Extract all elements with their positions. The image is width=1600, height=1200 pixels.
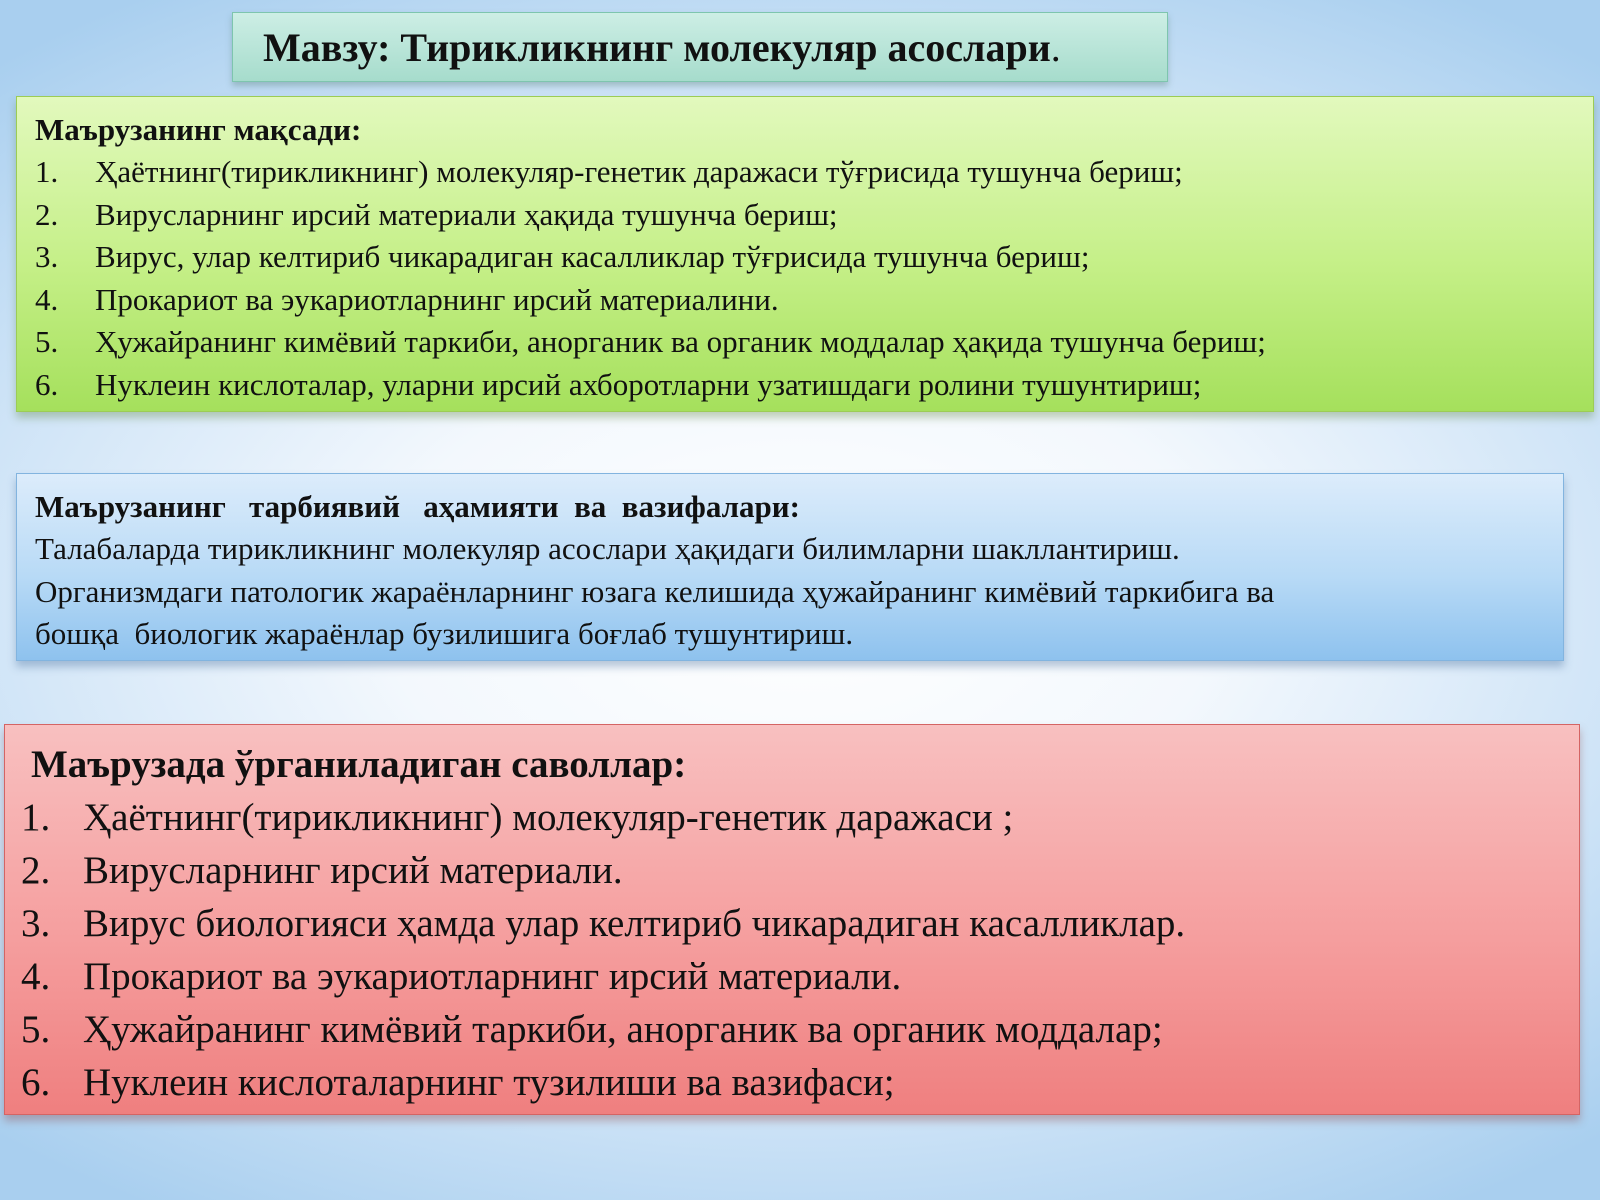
questions-item-text: Ҳужайранинг кимёвий таркиби, анорганик ва органик моддалар; — [83, 1008, 1163, 1051]
slide-title — [263, 24, 1061, 71]
questions-item-text: Вирус биологияси ҳамда улар келтириб чикарадиган касалликлар. — [83, 902, 1186, 945]
goals-item-number: 3. — [35, 239, 59, 274]
goals-list-item — [35, 364, 1575, 407]
education-line: Талабаларда тирикликнинг молекуляр асослари ҳақидаги билимларни шакллантириш. — [35, 531, 1180, 566]
goals-list — [35, 151, 1575, 406]
questions-list-item — [21, 950, 1561, 1003]
questions-list-item — [21, 1003, 1561, 1056]
questions-item-number: 5. — [21, 1008, 51, 1051]
goals-item-text: Ҳужайранинг кимёвий таркиби, анорганик ва органик моддалар ҳақида тушунча бериш; — [95, 324, 1266, 359]
goals-item-text: Вирус, улар келтириб чикарадиган касалликлар тўғрисида тушунча бериш; — [95, 239, 1090, 274]
goals-item-number: 5. — [35, 324, 59, 359]
questions-list-item — [21, 1056, 1561, 1109]
slide-title-text: Мавзу: Тирикликнинг молекуляр асослари — [263, 24, 1051, 70]
questions-item-text: Вирусларнинг ирсий материали. — [83, 849, 623, 892]
goals-item-number: 4. — [35, 281, 59, 317]
questions-item-number: 6. — [21, 1061, 51, 1104]
goals-list-item — [35, 279, 1575, 322]
questions-item-text: Нуклеин кислоталарнинг тузилиши ва вазифаси; — [83, 1061, 895, 1104]
questions-list — [21, 791, 1561, 1109]
title-box — [232, 12, 1168, 82]
questions-item-number: 1. — [21, 796, 51, 839]
goals-item-text: Прокариот ва эукариотларнинг ирсий материалини. — [95, 281, 779, 317]
questions-item-number: 3. — [21, 902, 51, 945]
questions-list-item — [21, 844, 1561, 897]
education-line: бошқа биологик жараёнлар бузилишига боғлаб тушунтириш. — [35, 616, 854, 651]
questions-item-text: Ҳаётнинг(тирикликнинг) молекуляр-генетик даражаси ; — [83, 796, 1014, 839]
education-box — [16, 473, 1564, 661]
questions-item-number: 4. — [21, 955, 51, 998]
goals-list-item — [35, 151, 1575, 194]
questions-item-text: Прокариот ва эукариотларнинг ирсий материали. — [83, 955, 902, 998]
questions-list-item — [21, 791, 1561, 844]
goals-item-text: Ҳаётнинг(тирикликнинг) молекуляр-генетик даражаси тўғрисида тушунча бериш; — [95, 154, 1183, 189]
education-line: Организмдаги патологик жараёнларнинг юзага келишида ҳужайранинг кимёвий таркибига ва — [35, 573, 1275, 609]
goals-item-text: Нуклеин кислоталар, уларни ирсий ахборотларни узатишдаги ролини тушунтириш; — [95, 366, 1202, 402]
goals-box — [16, 96, 1594, 412]
goals-item-number: 1. — [35, 154, 59, 189]
questions-box — [4, 724, 1580, 1115]
questions-heading: Маърузада ўрганиладиган саволлар: — [31, 743, 687, 786]
goals-list-item — [35, 194, 1575, 237]
slide-title-dot: . — [1050, 24, 1061, 70]
questions-item-number: 2. — [21, 849, 51, 892]
goals-item-number: 2. — [35, 196, 59, 232]
goals-item-number: 6. — [35, 366, 59, 402]
goals-list-item — [35, 236, 1575, 279]
questions-list-item — [21, 897, 1561, 950]
goals-item-text: Вирусларнинг ирсий материали ҳақида тушунча бериш; — [95, 196, 838, 232]
education-heading: Маърузанинг тарбиявий аҳамияти ва вазифалари: — [35, 489, 800, 524]
goals-list-item — [35, 321, 1575, 364]
goals-heading: Маърузанинг мақсади: — [35, 112, 362, 147]
